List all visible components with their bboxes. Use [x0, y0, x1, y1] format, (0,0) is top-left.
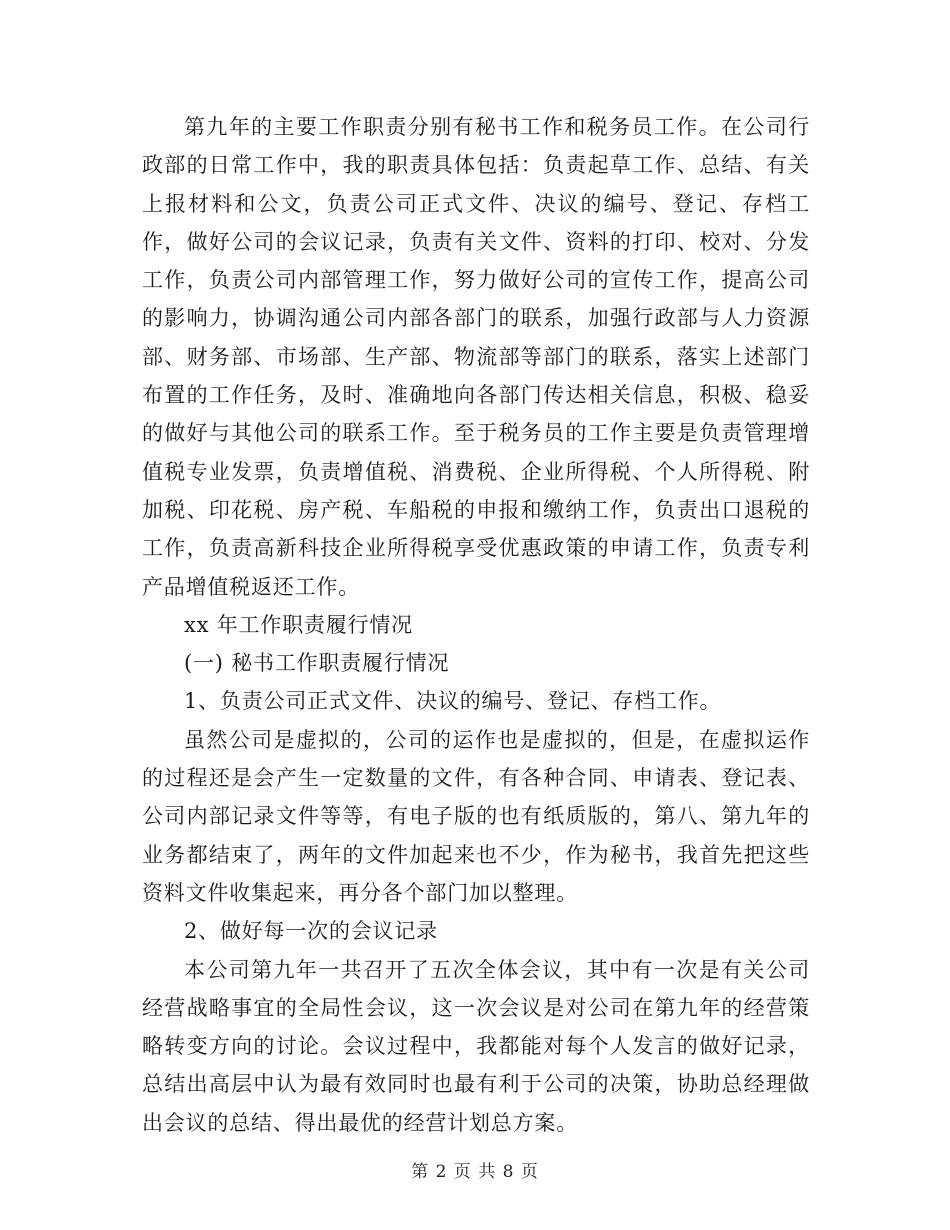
subsection-heading-secretary: (一) 秘书工作职责履行情况	[184, 651, 450, 676]
document-body	[142, 108, 810, 1142]
item-heading-document-filing: 1、负责公司正式文件、决议的编号、登记、存档工作。	[184, 689, 722, 714]
paragraph-meeting-minutes: 本公司第九年一共召开了五次全体会议，其中有一次是有关公司经营战略事宜的全局性会议，这一次会议是对公司在第九年的经营策略转变方向的讨论。会议过程中，我都能对每个人发言的做好记录，总结出高层中认为最有效同时也最有利于公司的决策，协助总经理做出会议的总结、得出最优的经营计划总方案。	[142, 957, 810, 1135]
page-number-footer: 第 2 页 共 8 页	[411, 1162, 539, 1182]
section-heading-duty-performance: xx 年工作职责履行情况	[184, 612, 413, 637]
paragraph-document-filing: 虽然公司是虚拟的，公司的运作也是虚拟的，但是，在虚拟运作的过程还是会产生一定数量的文件，有各种合同、申请表、登记表、公司内部记录文件等等，有电子版的也有纸质版的，第八、第九年的业务都结束了，两年的文件加起来也不少，作为秘书，我首先把这些资料文件收集起来，再分各个部门加以整理。	[142, 727, 810, 905]
item-heading-meeting-minutes: 2、做好每一次的会议记录	[184, 919, 438, 944]
paragraph-duties-overview: 第九年的主要工作职责分别有秘书工作和税务员工作。在公司行政部的日常工作中，我的职责具体包括：负责起草工作、总结、有关上报材料和公文，负责公司正式文件、决议的编号、登记、存档工作，做好公司的会议记录，负责有关文件、资料的打印、校对、分发工作，负责公司内部管理工作，努力做好公司的宣传工作，提高公司的影响力，协调沟通公司内部各部门的联系，加强行政部与人力资源部、财务部、市场部、生产部、物流部等部门的联系，落实上述部门布置的工作任务，及时、准确地向各部门传达相关信息，积极、稳妥的做好与其他公司的联系工作。至于税务员的工作主要是负责管理增值税专业发票，负责增值税、消费税、企业所得税、个人所得税、附加税、印花税、房产税、车船税的申报和缴纳工作，负责出口退税的工作，负责高新科技企业所得税享受优惠政策的申请工作，负责专利产品增值税返还工作。	[142, 115, 810, 599]
